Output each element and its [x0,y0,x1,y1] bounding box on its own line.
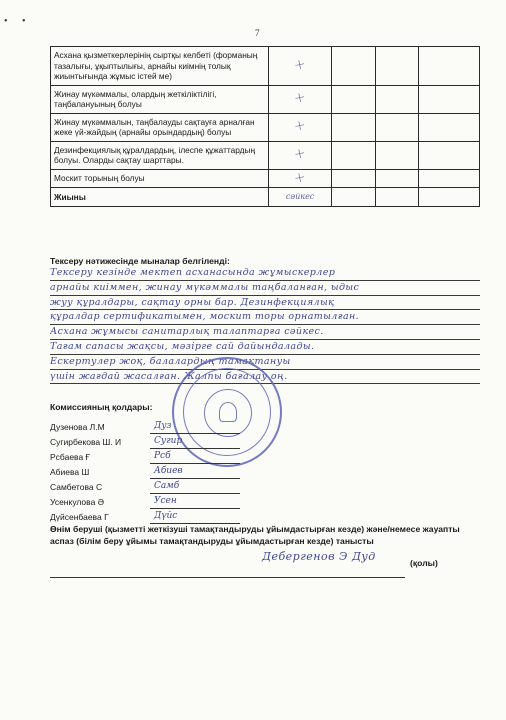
empty-cell [332,47,375,86]
empty-cell [375,188,418,207]
empty-cell [332,113,375,141]
plus-mark: + [292,89,308,108]
commission-members [50,420,250,525]
member-name: Усенкулова Ә [50,497,105,507]
empty-cell [419,85,480,113]
checklist-row [51,141,480,169]
commission-member [50,510,250,525]
producer-signature-line [50,565,405,578]
commission-member [50,450,250,465]
empty-cell [419,169,480,188]
results-line: жуу құралдары, сақтау орны бар. Дезинфекциялық [50,296,480,311]
empty-cell [419,113,480,141]
mark-cell [268,169,332,188]
empty-cell [375,113,418,141]
results-label: Тексеру нәтижесінде мыналар белгіленді: [50,256,230,266]
mark-cell [268,113,332,141]
member-signature: Дүйс [154,511,178,521]
empty-cell [332,188,375,207]
page-number: 7 [255,28,260,38]
producer-signature-suffix: (қолы) [410,558,438,568]
checklist-row [51,85,480,113]
results-line: Ескертулер жоқ, балалардың тамақтануы [50,355,480,370]
member-name: Абиева Ш [50,467,90,477]
results-line: Асхана жұмысы санитарлық талаптарға сәйкес. [50,325,480,340]
empty-cell [419,47,480,86]
criterion-cell: Москит торының болуы [51,169,269,188]
mark-cell [268,141,332,169]
empty-cell [419,141,480,169]
empty-cell [375,141,418,169]
empty-cell [375,169,418,188]
commission-member [50,465,250,480]
checklist-table [50,46,480,207]
empty-cell [375,85,418,113]
member-name: Дузенова Л.М [50,422,105,432]
empty-cell [419,188,480,207]
total-label: Жиыны [51,188,269,207]
member-name: Сугирбекова Ш. И [50,437,122,447]
criterion-cell: Жинау мүкәммалы, олардың жеткіліктілігі, таңбалануының болуы [51,85,269,113]
member-signature: Сугир [154,436,183,446]
results-line: Тағам сапасы жақсы, мәзірге сай дайындалады. [50,340,480,355]
member-name: Дүйсенбаева Г [50,512,109,522]
commission-member [50,495,250,510]
criterion-cell: Жинау мүкәммалын, таңбалауды сақтауға арналған жеке үй-жайдың (арнайы орындардың) болуы [51,113,269,141]
results-line: Тексеру кезінде мектеп асханасында жұмыскерлер [50,266,480,281]
plus-mark: + [292,55,308,75]
results-line: құралдар сертификатымен, москит торы орнатылған. [50,310,480,325]
plus-mark: + [292,117,308,136]
member-signature: Рсб [154,451,171,461]
mark-cell [268,85,332,113]
results-line: үшін жағдай жасалған. Жалпы бағалау оң. [50,370,480,385]
total-value: сәйкес [285,192,315,201]
producer-label: Өнім беруші (қызметті жеткізуші тамақтандыруды ұйымдастырған кезде) және/немесе жауапты аспаз (білім беру ұйымы тамақтандыруды ұйымдастырған кезде) танысты [50,524,460,546]
commission-label: Комиссияның қолдары: [50,402,153,412]
member-signature: Дуз [154,421,172,431]
producer-signature: Дебергенов Э Дуд [262,550,376,563]
checklist-row [51,113,480,141]
member-signature: Самб [154,481,180,491]
member-name: Рсбаева Ғ [50,452,91,462]
total-row [51,188,480,207]
commission-member [50,435,250,450]
results-handwritten-block [50,266,480,384]
checklist-row [51,169,480,188]
empty-cell [332,85,375,113]
commission-member [50,420,250,435]
commission-member [50,480,250,495]
empty-cell [375,47,418,86]
mark-cell [268,47,332,86]
results-line: арнайы киіммен, жинау мүкәммалы таңбаланған, ыдыс [50,281,480,296]
plus-mark: + [292,168,308,187]
checklist-row [51,47,480,86]
empty-cell [332,169,375,188]
member-name: Самбетова С [50,482,103,492]
member-signature: Абиев [154,466,183,476]
empty-cell [332,141,375,169]
member-signature: Усен [154,496,177,506]
criterion-cell: Асхана қызметкерлерінің сыртқы келбеті (форманың тазалығы, ұқыптылығы, арнайы киімнің толық жиынтығында жұмыс істей ме) [51,47,269,86]
criterion-cell: Дезинфекциялық құралдардың, ілеспе құжаттардың болуы. Оларды сақтау шарттары. [51,141,269,169]
margin-dots: • • [4,16,32,27]
plus-mark: + [292,145,308,164]
total-value-cell [268,188,332,207]
